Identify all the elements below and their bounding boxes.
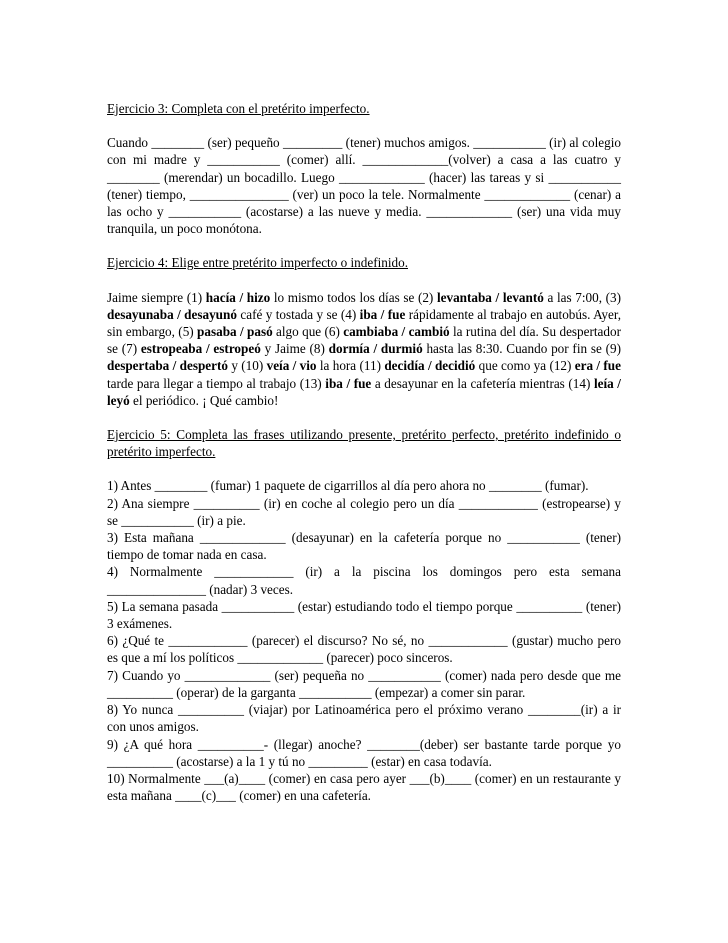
exercise-5-item-4: 4) Normalmente ____________ (ir) a la piscina los domingos pero esta semana _______________ (nadar) 3 veces. <box>107 564 621 597</box>
text-segment: lo mismo todos los días se (2) <box>270 289 437 305</box>
answer-choice: iba / fue <box>325 375 372 391</box>
text-segment: que como ya (12) <box>475 358 575 374</box>
exercise-4-title: Ejercicio 4: Elige entre pretérito imperfecto o indefinido. <box>107 255 408 271</box>
exercise-5-item-10: 10) Normalmente ___(a)____ (comer) en casa pero ayer ___(b)____ (comer) en un restaurante y esta mañana ____(c)___ (comer) en una cafetería. <box>107 770 621 804</box>
exercise-5-item-9: 9) ¿A qué hora __________- (llegar) anoche? ________(deber) ser bastante tarde porque yo __________ (acostarse) a la 1 y tú no _________ (estar) en casa todavía. <box>107 736 621 769</box>
answer-choice: hacía / hizo <box>205 289 271 305</box>
answer-choice: dormía / durmió <box>328 341 423 357</box>
text-segment: y Jaime (8) <box>260 341 329 357</box>
text-segment: tarde para llegar a tiempo al trabajo (13) <box>107 375 326 391</box>
exercise-5-item-3: 3) Esta mañana _____________ (desayunar) en la cafetería porque no ___________ (tener) tiempo de tomar nada en casa. <box>107 530 621 563</box>
text-segment: algo que (6) <box>272 324 344 340</box>
text-segment: a desayunar en la cafetería mientras (14) <box>371 375 594 391</box>
answer-choice: era / fue <box>574 358 621 374</box>
spacer <box>107 409 621 426</box>
text-segment: a las 7:00, (3) <box>543 289 621 305</box>
text-segment: la rutina del día. Su despertador se (7) <box>107 324 621 357</box>
spacer <box>107 272 621 289</box>
answer-choice: leía / leyó <box>107 375 621 408</box>
answer-choice: iba / fue <box>359 306 406 322</box>
text-segment: la hora (11) <box>316 358 385 374</box>
exercise-5-list <box>107 477 621 804</box>
answer-choice: veía / vio <box>266 358 317 374</box>
answer-choice: desayunaba / desayunó <box>107 306 237 322</box>
exercise-5-item-1: 1) Antes ________ (fumar) 1 paquete de cigarrillos al día pero ahora no ________ (fumar). <box>107 478 589 494</box>
exercise-5-item-2: 2) Ana siempre __________ (ir) en coche al colegio pero un día ____________ (estropearse) y se ___________ (ir) a pie. <box>107 495 621 528</box>
answer-choice: levantaba / levantó <box>436 289 544 305</box>
exercise-5-item-6: 6) ¿Qué te ____________ (parecer) el discurso? No sé, no ____________ (gustar) mucho pero es que a mí los políticos _____________ (parecer) poco sinceros. <box>107 633 621 666</box>
spacer <box>107 237 621 254</box>
exercise-3-title: Ejercicio 3: Completa con el pretérito imperfecto. <box>107 101 370 116</box>
text-segment: Jaime siempre (1) <box>107 289 206 305</box>
exercise-5-item-5: 5) La semana pasada ___________ (estar) estudiando todo el tiempo porque __________ (tener) 3 exámenes. <box>107 598 621 632</box>
exercise-5-item-8: 8) Yo nunca __________ (viajar) por Latinoamérica pero el próximo verano ________(ir) a ir con unos amigos. <box>107 702 621 735</box>
text-segment: el periódico. ¡ Qué cambio! <box>129 392 279 408</box>
answer-choice: estropeaba / estropeó <box>140 341 261 357</box>
answer-choice: pasaba / pasó <box>197 324 273 340</box>
exercise-4-text <box>107 289 621 409</box>
text-segment: rápidamente al trabajo en autobús. Ayer, sin embargo, (5) <box>107 306 622 340</box>
answer-choice: despertaba / despertó <box>107 358 228 374</box>
exercise-5-item-7: 7) Cuando yo _____________ (ser) pequeña no ___________ (comer) nada pero desde que me __________ (operar) de la garganta ___________ (empezar) a comer sin parar. <box>107 667 621 700</box>
answer-choice: decidía / decidió <box>384 358 476 374</box>
text-segment: café y tostada y se (4) <box>236 306 360 322</box>
spacer <box>107 117 621 134</box>
exercise-5-title: Ejercicio 5: Completa las frases utilizando presente, pretérito perfecto, pretérito indefinido o pretérito imperfecto. <box>107 427 621 460</box>
text-segment: y (10) <box>227 358 267 374</box>
exercise-3-text: Cuando ________ (ser) pequeño _________ (tener) muchos amigos. ___________ (ir) al colegio con mi madre y ___________ (comer) allí. _____________(volver) a casa a las cuatro y ________ (merendar) un bocadillo. Luego _____________ (hacer) las tareas y si ___________ (tener) tiempo, _______________ (ver) un poco la tele. Normalmente _____________ (cenar) a las ocho y ___________ (acostarse) a las nueve y media. _____________ (ser) una vida muy tranquila, un poco monótona. <box>107 135 621 237</box>
worksheet-page <box>107 100 621 804</box>
answer-choice: cambiaba / cambió <box>343 324 450 340</box>
text-segment: hasta las 8:30. Cuando por fin se (9) <box>422 341 621 357</box>
spacer <box>107 460 621 477</box>
